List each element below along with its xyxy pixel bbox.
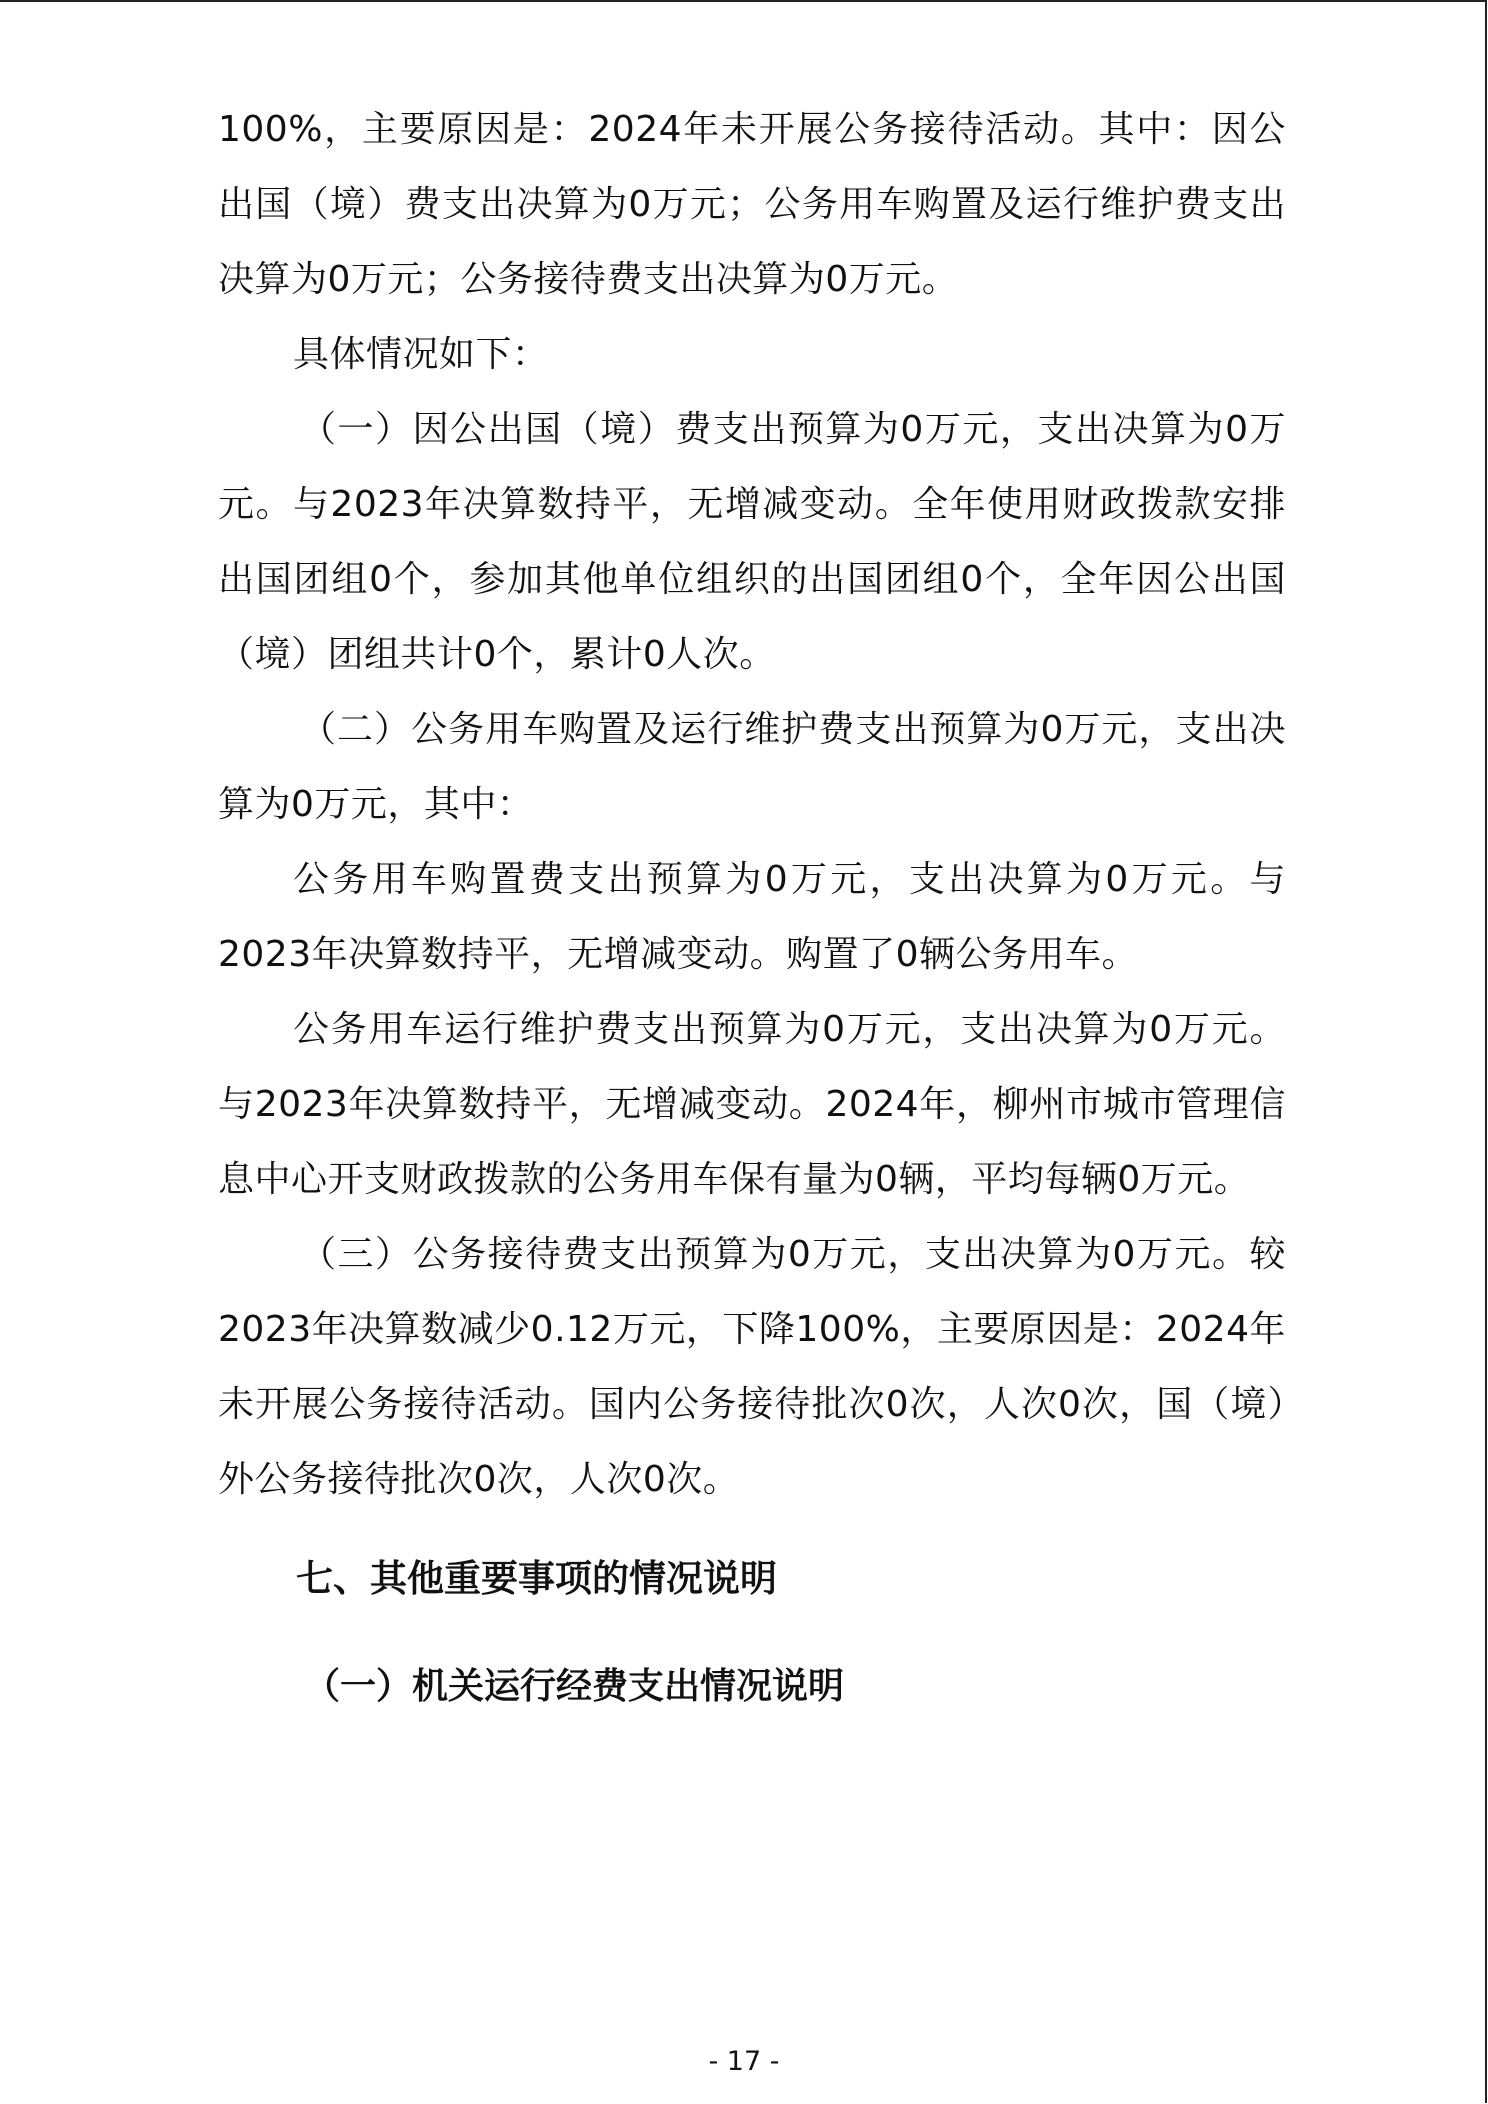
document-body — [218, 92, 1286, 1727]
page-number: - 17 - — [708, 2046, 780, 2077]
paragraph-vehicle-maintenance: 公务用车运行维护费支出预算为0万元，支出决算为0万元。与2023年决算数持平，无增减变动。2024年，柳州市城市管理信息中心开支财政拨款的公务用车保有量为0辆，平均每辆0万元。 — [218, 1009, 1286, 1200]
paragraph-vehicle-purchase: 公务用车购置费支出预算为0万元，支出决算为0万元。与2023年决算数持平，无增减变动。购置了0辆公务用车。 — [218, 859, 1286, 975]
paragraph-continuation: 100%，主要原因是：2024年未开展公务接待活动。其中：因公出国（境）费支出决算为0万元；公务用车购置及运行维护费支出决算为0万元；公务接待费支出决算为0万元。 — [218, 109, 1286, 300]
paragraph-overseas-travel: （一）因公出国（境）费支出预算为0万元，支出决算为0万元。与2023年决算数持平，无增减变动。全年使用财政拨款安排出国团组0个，参加其他单位组织的出国团组0个，全年因公出国（境）团组共计0个，累计0人次。 — [218, 409, 1286, 675]
paragraph-vehicle-expenses: （二）公务用车购置及运行维护费支出预算为0万元，支出决算为0万元，其中： — [218, 709, 1286, 825]
subsection-heading: （一）机关运行经费支出情况说明 — [304, 1666, 845, 1707]
section-heading: 七、其他重要事项的情况说明 — [296, 1557, 777, 1600]
paragraph-details-intro: 具体情况如下： — [293, 334, 549, 375]
paragraph-reception-expenses: （三）公务接待费支出预算为0万元，支出决算为0万元。较2023年决算数减少0.12万元，下降100%，主要原因是：2024年未开展公务接待活动。国内公务接待批次0次，人次0次，国（境）外公务接待批次0次，人次0次。 — [218, 1234, 1286, 1500]
